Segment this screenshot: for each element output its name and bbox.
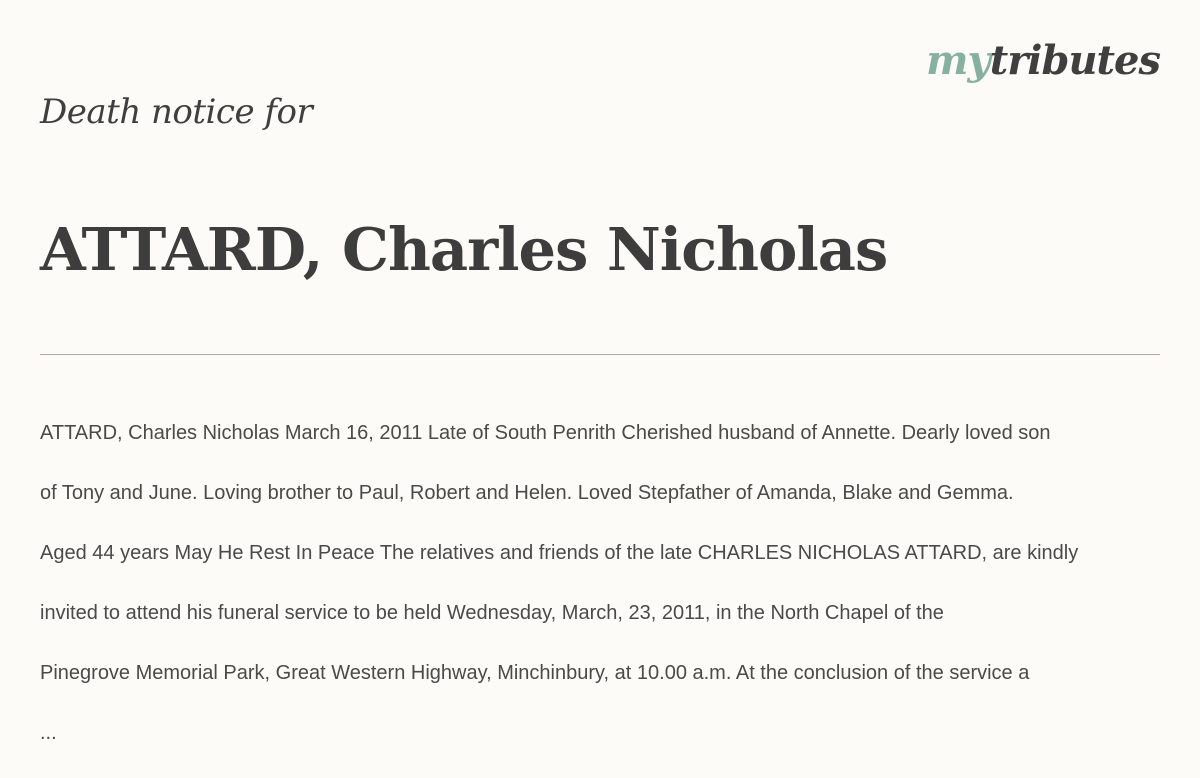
logo-my-text: my: [926, 37, 990, 84]
notice-body-line: Aged 44 years May He Rest In Peace The relatives and friends of the late CHARLES NICHOLAS ATTARD, are kindly: [40, 542, 1079, 564]
notice-body-line: ATTARD, Charles Nicholas March 16, 2011 Late of South Penrith Cherished husband of Annette. Dearly loved son: [40, 422, 1051, 444]
death-notice-subtitle: Death notice for: [40, 92, 313, 132]
notice-body-line: Pinegrove Memorial Park, Great Western Highway, Minchinbury, at 10.00 a.m. At the conclusion of the service a: [40, 662, 1030, 684]
notice-body-text: [40, 388, 1135, 778]
notice-body-line: of Tony and June. Loving brother to Paul, Robert and Helen. Loved Stepfather of Amanda, Blake and Gemma.: [40, 482, 1014, 504]
logo-tributes-text: tributes: [989, 37, 1160, 84]
notice-body-line: invited to attend his funeral service to be held Wednesday, March, 23, 2011, in the North Chapel of the: [40, 602, 944, 624]
section-divider: [40, 354, 1160, 355]
deceased-name: ATTARD, Charles Nicholas: [40, 215, 888, 284]
notice-body-ellipsis: ...: [40, 722, 57, 744]
mytributes-logo[interactable]: [926, 33, 1160, 89]
